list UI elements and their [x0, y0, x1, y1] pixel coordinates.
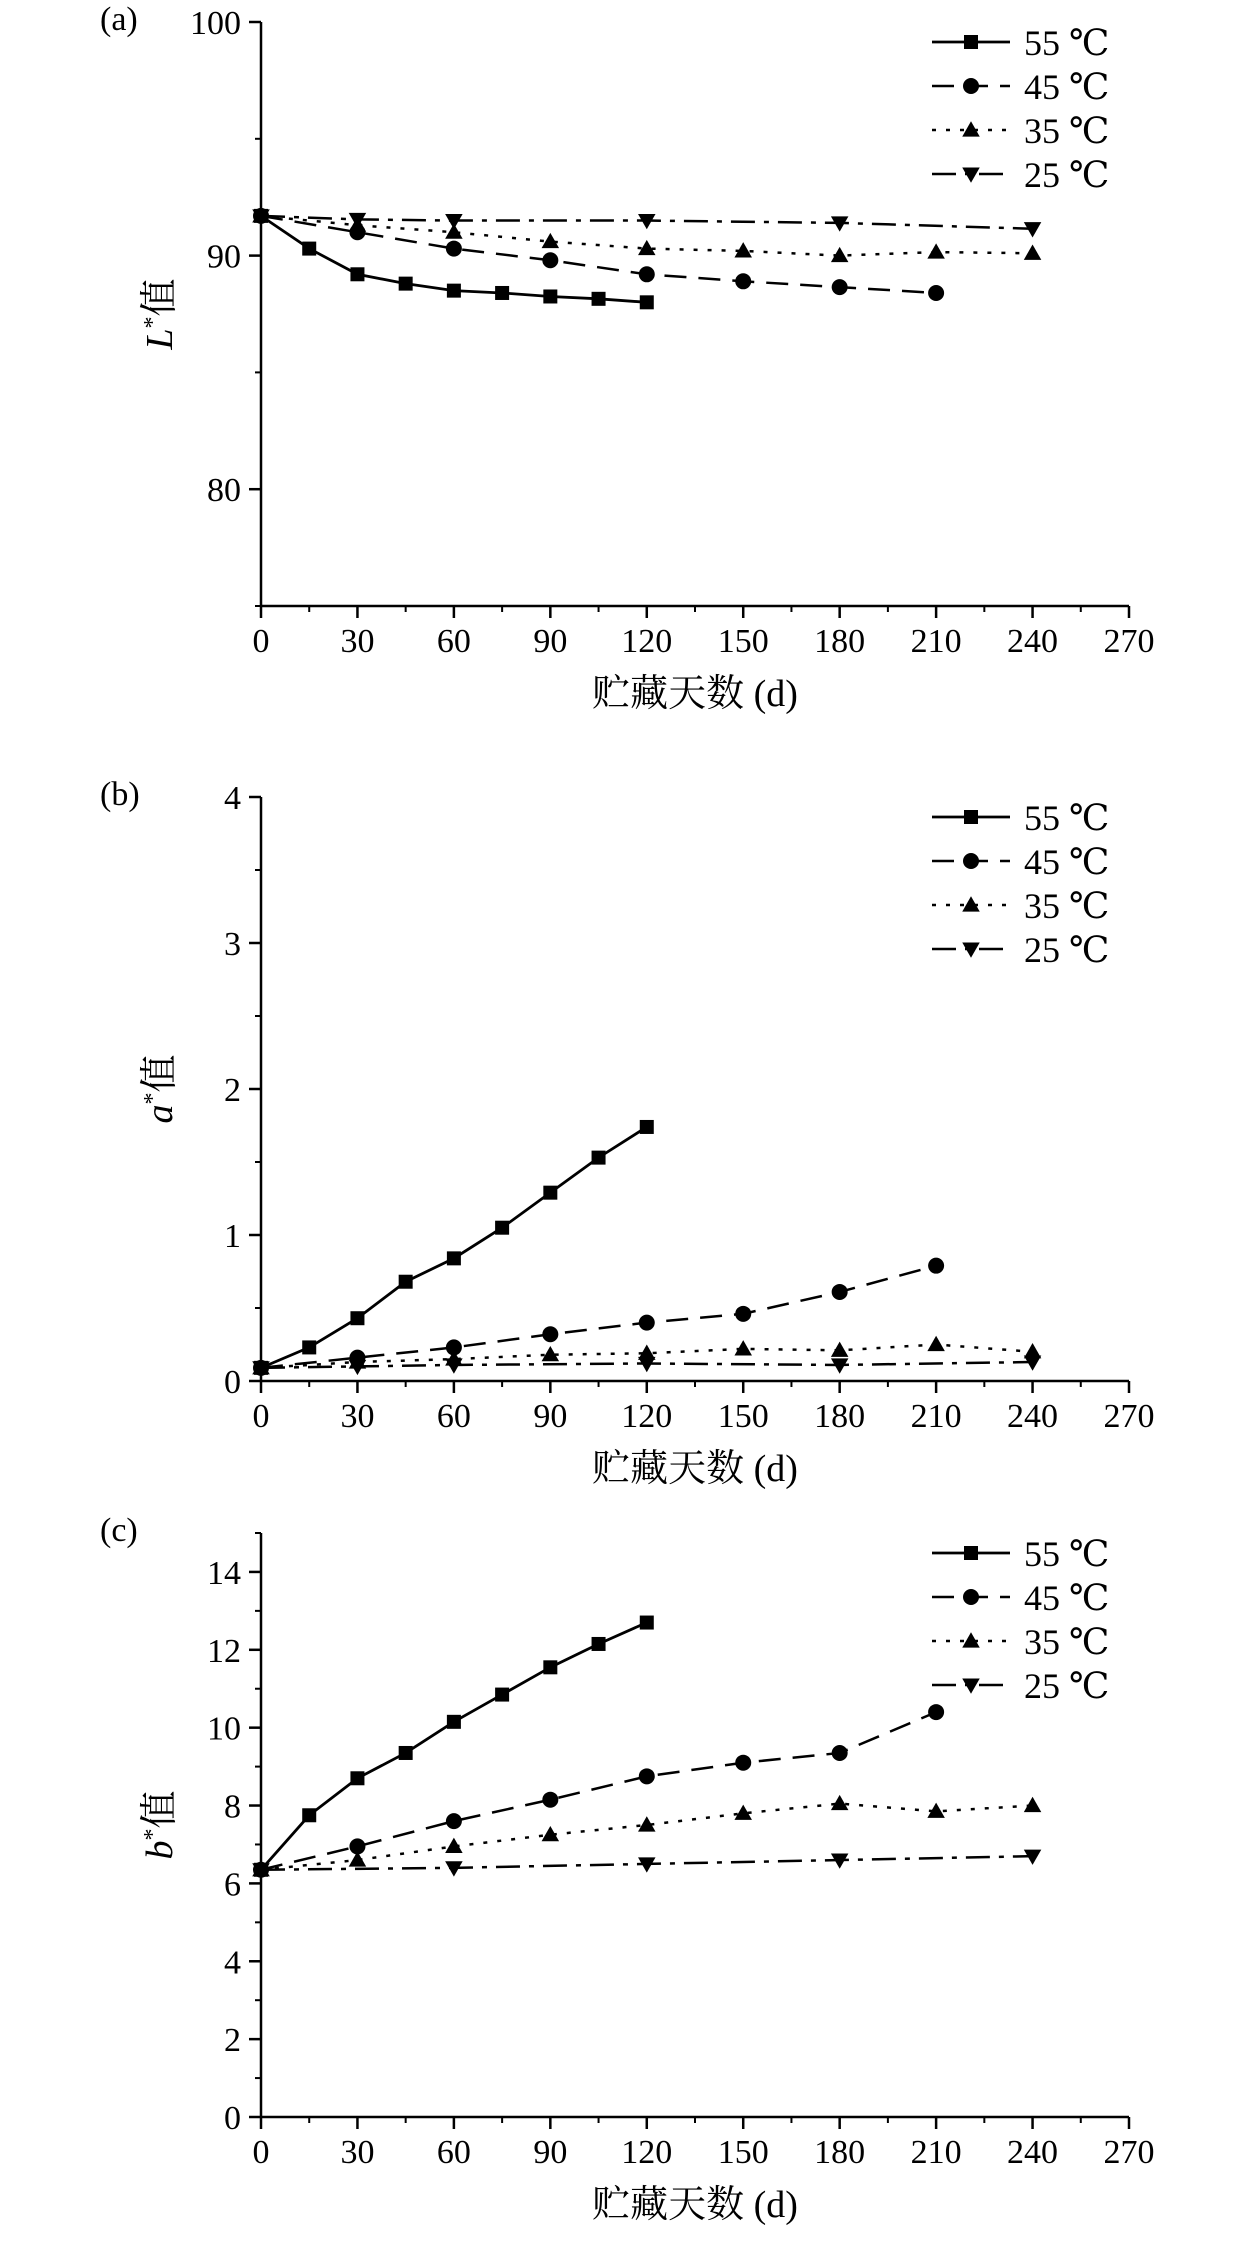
marker-square — [447, 284, 461, 298]
marker-circle — [542, 1792, 558, 1808]
marker-circle — [446, 241, 462, 257]
x-tick-label: 150 — [717, 623, 769, 660]
marker-square — [592, 1151, 606, 1165]
x-tick-label: 210 — [910, 2134, 962, 2171]
marker-circle — [735, 273, 751, 289]
marker-triangle-up — [927, 243, 945, 258]
x-axis-title: 贮藏天数 (d) — [592, 1448, 798, 1490]
marker-square — [495, 286, 509, 300]
legend-item — [932, 155, 1109, 195]
marker-triangle-up — [1024, 1797, 1042, 1812]
marker-square — [640, 1120, 654, 1134]
marker-triangle-down — [962, 942, 980, 957]
y-tick-label: 0 — [224, 1364, 241, 1401]
legend-label: 25 ℃ — [1024, 1666, 1110, 1706]
y-tick-label: 4 — [224, 1944, 241, 1982]
x-axis-title: 贮藏天数 (d) — [592, 673, 798, 715]
marker-square — [640, 295, 654, 309]
x-tick-label: 30 — [340, 1398, 375, 1435]
series-circle — [253, 1704, 944, 1878]
legend-item — [932, 1666, 1109, 1706]
marker-circle — [735, 1755, 751, 1771]
marker-square — [640, 1616, 654, 1630]
legend-label: 55 ℃ — [1024, 23, 1110, 63]
marker-square — [495, 1688, 509, 1702]
x-tick-label: 270 — [1103, 2134, 1155, 2171]
marker-square — [964, 35, 978, 49]
x-tick-label: 240 — [1007, 623, 1059, 660]
y-tick-label: 90 — [207, 238, 241, 276]
marker-circle — [639, 266, 655, 282]
marker-circle — [542, 252, 558, 268]
marker-circle — [735, 1306, 751, 1322]
x-tick-label: 0 — [252, 623, 270, 660]
marker-square — [399, 1746, 413, 1760]
marker-circle — [542, 1326, 558, 1342]
series-line — [261, 1623, 647, 1870]
y-tick-label: 6 — [224, 1866, 241, 1904]
marker-square — [592, 1637, 606, 1651]
panel-label: (a) — [100, 1, 138, 38]
marker-square — [543, 289, 557, 303]
x-tick-label: 210 — [910, 1398, 962, 1435]
x-tick-label: 270 — [1103, 1398, 1155, 1435]
marker-triangle-up — [734, 1340, 752, 1355]
marker-circle — [832, 1284, 848, 1300]
x-tick-label: 240 — [1007, 2134, 1059, 2171]
legend-label: 45 ℃ — [1024, 1578, 1110, 1618]
y-axis-title-suffix: 值 — [139, 1054, 181, 1093]
y-tick-label: 10 — [207, 1710, 241, 1748]
marker-square — [350, 267, 364, 281]
x-tick-label: 60 — [436, 623, 471, 660]
legend-item — [932, 798, 1109, 838]
x-tick-label: 90 — [533, 1398, 568, 1435]
series-line — [261, 1127, 647, 1368]
y-tick-label: 12 — [207, 1632, 241, 1670]
legend-label: 35 ℃ — [1024, 886, 1110, 926]
marker-square — [447, 1251, 461, 1265]
y-axis-title-superscript: * — [140, 316, 166, 329]
legend-item — [932, 886, 1109, 926]
marker-square — [447, 1715, 461, 1729]
marker-circle — [928, 285, 944, 301]
marker-triangle-up — [349, 1851, 367, 1866]
marker-circle — [832, 279, 848, 295]
legend-label: 55 ℃ — [1024, 798, 1110, 838]
y-axis-title-superscript: * — [140, 1092, 166, 1105]
marker-circle — [832, 1745, 848, 1761]
x-tick-label: 0 — [252, 1398, 270, 1435]
series-triangle-down — [252, 1850, 1041, 1879]
marker-square — [592, 292, 606, 306]
series-square — [254, 1120, 654, 1375]
legend-item — [932, 1534, 1109, 1574]
marker-square — [495, 1221, 509, 1235]
legend-label: 45 ℃ — [1024, 67, 1110, 107]
marker-circle — [639, 1768, 655, 1784]
legend-item — [932, 1622, 1109, 1662]
chart-panel-1 — [100, 1, 1155, 715]
marker-square — [543, 1660, 557, 1674]
marker-square — [399, 277, 413, 291]
y-axis-title — [139, 278, 181, 350]
marker-circle — [963, 1589, 979, 1605]
y-tick-label: 14 — [207, 1554, 241, 1592]
x-tick-label: 90 — [533, 2134, 568, 2171]
marker-circle — [963, 853, 979, 869]
y-axis-title-variable: L — [139, 328, 181, 350]
legend-item — [932, 1578, 1109, 1618]
x-tick-label: 180 — [814, 623, 866, 660]
y-axis-title — [139, 1790, 181, 1859]
x-tick-label: 60 — [436, 1398, 471, 1435]
x-tick-label: 210 — [910, 623, 962, 660]
x-tick-label: 90 — [533, 623, 568, 660]
y-tick-label: 2 — [224, 2022, 241, 2060]
y-tick-label: 2 — [224, 1072, 241, 1109]
marker-square — [350, 1311, 364, 1325]
y-tick-label: 1 — [224, 1218, 241, 1255]
marker-square — [964, 810, 978, 824]
x-tick-label: 180 — [814, 1398, 866, 1435]
marker-circle — [639, 1315, 655, 1331]
marker-triangle-down — [1024, 222, 1042, 237]
marker-triangle-up — [927, 1336, 945, 1351]
legend-label: 25 ℃ — [1024, 155, 1110, 195]
y-tick-label: 80 — [207, 472, 241, 510]
x-tick-label: 30 — [340, 2134, 375, 2171]
y-axis-title-variable: b — [139, 1840, 181, 1860]
y-axis-title — [139, 1054, 181, 1123]
marker-square — [399, 1275, 413, 1289]
marker-circle — [963, 78, 979, 94]
legend-item — [932, 111, 1109, 151]
y-axis-title-superscript: * — [140, 1828, 166, 1841]
legend-label: 35 ℃ — [1024, 111, 1110, 151]
x-tick-label: 60 — [436, 2134, 471, 2171]
panel-label: (c) — [100, 1512, 138, 1549]
marker-square — [302, 1808, 316, 1822]
legend-label: 25 ℃ — [1024, 930, 1110, 970]
marker-triangle-up — [1024, 245, 1042, 260]
marker-square — [302, 242, 316, 256]
legend-item — [932, 67, 1109, 107]
y-axis-title-suffix: 值 — [139, 1790, 181, 1829]
series-triangle-down — [252, 1355, 1041, 1376]
marker-square — [302, 1340, 316, 1354]
marker-circle — [928, 1258, 944, 1274]
marker-circle — [928, 1704, 944, 1720]
marker-triangle-up — [445, 1838, 463, 1853]
x-tick-label: 240 — [1007, 1398, 1059, 1435]
y-axis-title-suffix: 值 — [139, 278, 181, 317]
legend-label: 55 ℃ — [1024, 1534, 1110, 1574]
x-tick-label: 30 — [340, 623, 375, 660]
marker-square — [964, 1546, 978, 1560]
x-tick-label: 120 — [621, 623, 673, 660]
marker-triangle-down — [962, 167, 980, 182]
legend-item — [932, 23, 1109, 63]
marker-triangle-down — [962, 1678, 980, 1693]
marker-circle — [446, 1813, 462, 1829]
x-tick-label: 150 — [717, 1398, 769, 1435]
marker-square — [543, 1186, 557, 1200]
series-square — [254, 1616, 654, 1877]
y-tick-label: 8 — [224, 1788, 241, 1826]
x-tick-label: 120 — [621, 2134, 673, 2171]
panel-label: (b) — [100, 776, 140, 813]
y-axis-title-variable: a — [139, 1104, 181, 1124]
x-tick-label: 120 — [621, 1398, 673, 1435]
legend-item — [932, 842, 1109, 882]
y-tick-label: 0 — [224, 2100, 241, 2137]
y-tick-label: 3 — [224, 926, 241, 963]
marker-triangle-up — [831, 1795, 849, 1810]
x-tick-label: 0 — [252, 2134, 270, 2171]
chart-panel-2 — [100, 776, 1155, 1490]
legend-label: 45 ℃ — [1024, 842, 1110, 882]
legend-item — [932, 930, 1109, 970]
y-tick-label: 4 — [224, 780, 241, 817]
marker-triangle-up — [542, 233, 560, 248]
x-tick-label: 150 — [717, 2134, 769, 2171]
x-tick-label: 180 — [814, 2134, 866, 2171]
marker-triangle-up — [831, 1342, 849, 1357]
x-axis-title: 贮藏天数 (d) — [592, 2184, 798, 2226]
x-tick-label: 270 — [1103, 623, 1155, 660]
marker-square — [350, 1771, 364, 1785]
chart-panel-3 — [100, 1512, 1155, 2226]
y-tick-label: 100 — [190, 5, 241, 42]
legend-label: 35 ℃ — [1024, 1622, 1110, 1662]
